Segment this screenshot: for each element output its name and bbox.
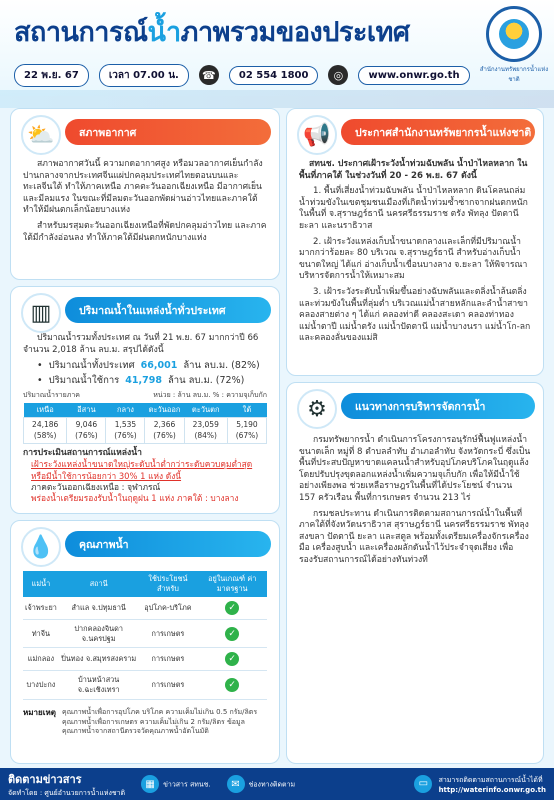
col-north: เหนือ — [24, 403, 67, 418]
management-panel — [286, 382, 544, 764]
gear-icon: ⚙ — [297, 389, 337, 429]
station-name: ปิ่นทอง จ.สมุทรสงคราม — [59, 648, 139, 671]
info-bar — [14, 64, 484, 86]
usage-type: อุปโภค-บริโภค — [139, 597, 198, 620]
logo-caption: สำนักงานทรัพยากรน้ำแห่งชาติ — [479, 66, 549, 83]
weather-panel — [10, 108, 280, 280]
usable-value: 41,798 — [125, 375, 162, 386]
date-pill — [14, 64, 89, 87]
val-north: 24,186 (58%) — [24, 418, 67, 443]
management-paragraph-1: กรมทรัพยากรน้ำ ดำเนินการโครงการอนุรักษ์ฟื้นฟูแหล่งน้ำขนาดเล็ก หมู่ที่ 8 ตำบลลำทับ อำเภอลำทับ จังหวัดกระบี่ ซึ่งเป็นพื้นที่ประสบปัญหาขาดแคลนน้ำสำหรับอุปโภคบริโภคในฤดูแล้ง โดยปรับปรุงขุดลอกแหล่งน้ำเพิ่มความจุเก็บกัก เพื่อให้มีน้ำใช้อย่างเพียงพอ ช่วยเหลือราษฎรในพื้นที่ได้ประโยชน์ จำนวน 157 ครัวเรือน พื้นที่การเกษตร จำนวน 213 ไร่ — [299, 435, 531, 503]
water-drop-icon: 💧 — [21, 527, 61, 567]
line-icon: ✉ — [227, 775, 245, 793]
announcement-body — [287, 145, 543, 345]
total-water-row: • ปริมาณน้ำทั้งประเทศ 66,001 ล้าน ลบ.ม. (82%) — [37, 360, 260, 372]
river-name: เจ้าพระยา — [23, 597, 59, 620]
qr-icon: ▦ — [141, 775, 159, 793]
water-intro: ปริมาณน้ำรวมทั้งประเทศ ณ วันที่ 21 พ.ย. 67 มากกว่าปี 66 จำนวน 2,018 ล้าน ลบ.ม. สรุปได้ดังนี้ — [23, 333, 259, 355]
col-east: ตะวันออก — [145, 403, 184, 418]
check-icon: ✓ — [225, 601, 239, 615]
total-label: ปริมาณน้ำทั้งประเทศ — [48, 360, 135, 372]
usable-unit: ล้าน ลบ.ม. (72%) — [167, 375, 245, 386]
announcement-panel — [286, 108, 544, 376]
weather-body — [11, 145, 279, 244]
val-east: 2,366 (76%) — [145, 418, 184, 443]
col-south: ใต้ — [227, 403, 266, 418]
station-name: ปากคลองจินดา จ.นครปฐม — [59, 619, 139, 648]
usage-type: การเกษตร — [139, 619, 198, 648]
footer-sub: จัดทำโดย : ศูนย์อำนวยการน้ำแห่งชาติ — [8, 788, 126, 797]
station-name: บ้านหน้าสวน จ.ฉะเชิงเทรา — [59, 671, 139, 700]
watch-heading: การประเมินสถานการณ์แหล่งน้ำ — [23, 447, 142, 458]
phone-icon: ☎ — [199, 65, 219, 85]
col-station: สถานี — [59, 571, 139, 597]
col-river: แม่น้ำ — [23, 571, 59, 597]
announcement-item-3: 3. เฝ้าระวังระดับน้ำเพิ่มขึ้นอย่างฉับพลันและตลิ่งน้ำล้นตลิ่งและท่วมขังในพื้นที่ลุ่มต่ำ บริเวณแม่น้ำสายหลักและลำน้ำสาขา คลองสายต่าง ๆ ได้แก่ คลองท่าดี คลองสะเดา คลองท่าทอง แม่น้ำตาปี แม่น้ำตรัง แม่น้ำปัตตานี แม่น้ำบางนรา แม่น้ำโก-ลก และคลองลั่นของแม่สิ — [299, 286, 531, 344]
water-quality-panel — [10, 520, 280, 764]
time-text: เวลา 07.00 น. — [108, 69, 179, 81]
usage-type: การเกษตร — [139, 671, 198, 700]
phone-pill[interactable] — [229, 66, 319, 85]
monitor-icon: ▭ — [414, 775, 432, 793]
val-south: 5,190 (67%) — [227, 418, 266, 443]
footer-link-caption: สามารถติดตามสถานการณ์น้ำได้ที่ — [438, 775, 543, 784]
val-west: 23,059 (84%) — [184, 418, 227, 443]
check-icon: ✓ — [225, 627, 239, 641]
footer-link-block[interactable] — [406, 775, 554, 794]
station-name: สำแล จ.ปทุมธานี — [59, 597, 139, 620]
announcement-item-1: 1. พื้นที่เสี่ยงน้ำท่วมฉับพลัน น้ำป่าไหลหลาก ดินโคลนถล่ม น้ำท่วมขังในเขตชุมชนเมืองที่เกิดน้ำท่วมซ้ำซากจากฝนตกหนักในพื้นที่ จ.สุราษฎร์ธานี นครศรีธรรมราช ตรัง พัทลุง ปัตตานี ยะลา และนราธิวาส — [299, 186, 528, 231]
page-title — [14, 10, 410, 53]
quality-body — [11, 557, 279, 736]
val-central: 1,535 (76%) — [106, 418, 145, 443]
usable-label: ปริมาณน้ำใช้การ — [48, 375, 120, 386]
col-standard: อยู่ในเกณฑ์ ค่ามาตรฐาน — [197, 571, 267, 597]
water-sources-panel — [10, 286, 280, 514]
management-paragraph-2: กรมชลประทาน ดำเนินการติดตามสถานการณ์น้ำในพื้นที่ภาคใต้ที่จังหวัดนราธิวาส สุราษฎร์ธานี นครศรีธรรมราช พัทลุง สงขลา ปัตตานี ยะลา และสตูล พร้อมทั้งเตรียมเครื่องจักรเครื่องมือ เครื่องสูบน้ำ และเครื่องผลักดันน้ำไว้ประจำจุดเสี่ยง เพื่อรองรับสถานการณ์ได้อย่างทันท่วงที — [299, 508, 529, 565]
quality-footnote — [23, 708, 267, 736]
footer-channel[interactable] — [219, 775, 304, 793]
water-sources-body — [11, 323, 279, 505]
website-text: www.onwr.go.th — [368, 69, 460, 81]
time-pill — [99, 64, 189, 87]
total-value: 66,001 — [140, 360, 178, 372]
phone-text: 02 554 1800 — [238, 69, 309, 81]
header — [0, 0, 554, 96]
table-caption: ปริมาณน้ำรายภาค — [23, 390, 80, 399]
title-highlight: น้ำ — [147, 17, 181, 48]
management-heading: แนวทางการบริหารจัดการน้ำ — [341, 393, 535, 419]
footnote-label: หมายเหตุ — [23, 708, 56, 718]
footer — [0, 768, 554, 800]
weather-paragraph-2: สำหรับมรสุมตะวันออกเฉียงเหนือที่พัดปกคลุมอ่าวไทย และภาคใต้มีกำลังอ่อนลง ทำให้ภาคใต้มีฝนตกหนักบางแห่ง — [23, 220, 267, 243]
river-name: บางปะกง — [23, 671, 59, 700]
sun-cloud-icon: ⛅ — [21, 115, 61, 155]
watch-item-1: เฝ้าระวังแหล่งน้ำขนาดใหญ่ระดับน้ำต่ำกว่าระดับควบคุมต่ำสุดหรือมีน้ำใช้การน้อยกว่า 30% 1 แห่ง ดังนี้ — [31, 459, 253, 481]
table-row — [23, 671, 267, 700]
announcement-heading: ประกาศสำนักงานทรัพยากรน้ำแห่งชาติ — [341, 119, 535, 145]
col-central: กลาง — [106, 403, 145, 418]
footnote-text: คุณภาพน้ำเพื่อการอุปโภค บริโภค ความเค็มไม่เกิน 0.5 กรัม/ลิตร คุณภาพน้ำเพื่อการเกษตร ความเค็มไม่เกิน 2 กรัม/ลิตร ข้อมูลคุณภาพน้ำจากสถานีตรวจวัดคุณภาพน้ำอัตโนมัติ — [61, 708, 258, 735]
table-row — [23, 648, 267, 671]
usage-type: การเกษตร — [139, 648, 198, 671]
website-link[interactable] — [358, 66, 469, 85]
weather-paragraph-1: สภาพอากาศวันนี้ ความกดอากาศสูง หรือมวลอากาศเย็นกำลังปานกลางจากประเทศจีนแผ่ปกคลุมประเทศไทยตอนบนและทะเลจีนใต้ ทำให้ภาคเหนือ ภาคตะวันออกเฉียงเหนือ มีอากาศเย็นและมีลมแรง ในขณะที่มีลมตะวันออกพัดผ่านอ่าวไทยและภาคใต้ ทำให้มีฝนตกเล็กน้อยบางแห่ง — [23, 159, 263, 216]
usable-water-row: • ปริมาณน้ำใช้การ 41,798 ล้าน ลบ.ม. (72%) — [37, 375, 245, 386]
check-icon: ✓ — [225, 678, 239, 692]
header-wave — [0, 90, 554, 108]
quality-table — [23, 571, 267, 700]
col-northeast: อีสาน — [67, 403, 106, 418]
footer-channel-label: ช่องทางติดตาม — [248, 780, 296, 789]
footer-title: ติดตามข่าวสาร — [8, 772, 82, 786]
col-usage: ใช้ประโยชน์ สำหรับ — [139, 571, 198, 597]
table-unit: หน่วย : ล้าน ลบ.ม. % : ความจุเก็บกัก — [153, 390, 267, 399]
footer-news-label: ข่าวสาร สทนช. — [163, 780, 211, 789]
announcement-intro: สทนช. ประกาศเฝ้าระวังน้ำท่วมฉับพลัน น้ำป่าไหลหลาก ในพื้นที่ภาคใต้ ในช่วงวันที่ 20 - 26 พ.ย. 67 ดังนี้ — [299, 159, 528, 181]
table-row — [23, 597, 267, 620]
water-sources-heading: ปริมาณน้ำในแหล่งน้ำทั่วประเทศ — [65, 297, 271, 323]
onwr-logo — [486, 6, 542, 62]
footer-news[interactable] — [133, 775, 218, 793]
date-text: 22 พ.ย. 67 — [24, 69, 79, 81]
title-suffix: ภาพรวมของประเทศ — [180, 17, 410, 48]
region-table — [23, 403, 267, 443]
col-west: ตะวันตก — [184, 403, 227, 418]
management-body — [287, 419, 543, 567]
val-northeast: 9,046 (76%) — [67, 418, 106, 443]
announcement-item-2: 2. เฝ้าระวังแหล่งเก็บน้ำขนาดกลางและเล็กที่มีปริมาณน้ำมากกว่าร้อยละ 80 บริเวณ จ.สุราษฎร์ธานี สำหรับอ่างเก็บน้ำขนาดใหญ่ ได้แก่ อ่างเก็บน้ำเขื่อนบางลาง จ.ยะลา ให้พิจารณาบริหารจัดการน้ำให้เหมาะสม — [299, 236, 528, 282]
river-name: ท่าจีน — [23, 619, 59, 648]
dam-icon: ▥ — [21, 293, 61, 333]
title-prefix: สถานการณ์ — [14, 17, 148, 48]
quality-heading: คุณภาพน้ำ — [65, 531, 271, 557]
watch-item-2: พร่องน้ำเตรียมรองรับน้ำในฤดูฝน 1 แห่ง ภาคใต้ : บางลาง — [31, 493, 239, 504]
weather-heading: สภาพอากาศ — [65, 119, 271, 145]
check-icon: ✓ — [225, 652, 239, 666]
table-row — [23, 619, 267, 648]
river-name: แม่กลอง — [23, 648, 59, 671]
watch-region-1: ภาคตะวันออกเฉียงเหนือ : จุฬาภรณ์ — [31, 481, 161, 492]
total-unit: ล้าน ลบ.ม. (82%) — [183, 360, 260, 372]
footer-url[interactable]: http://waterinfo.onwr.go.th — [438, 785, 546, 794]
globe-icon: ◎ — [328, 65, 348, 85]
footer-title-block — [0, 770, 133, 799]
megaphone-icon: 📢 — [297, 115, 337, 155]
region-table-caption — [23, 391, 267, 400]
